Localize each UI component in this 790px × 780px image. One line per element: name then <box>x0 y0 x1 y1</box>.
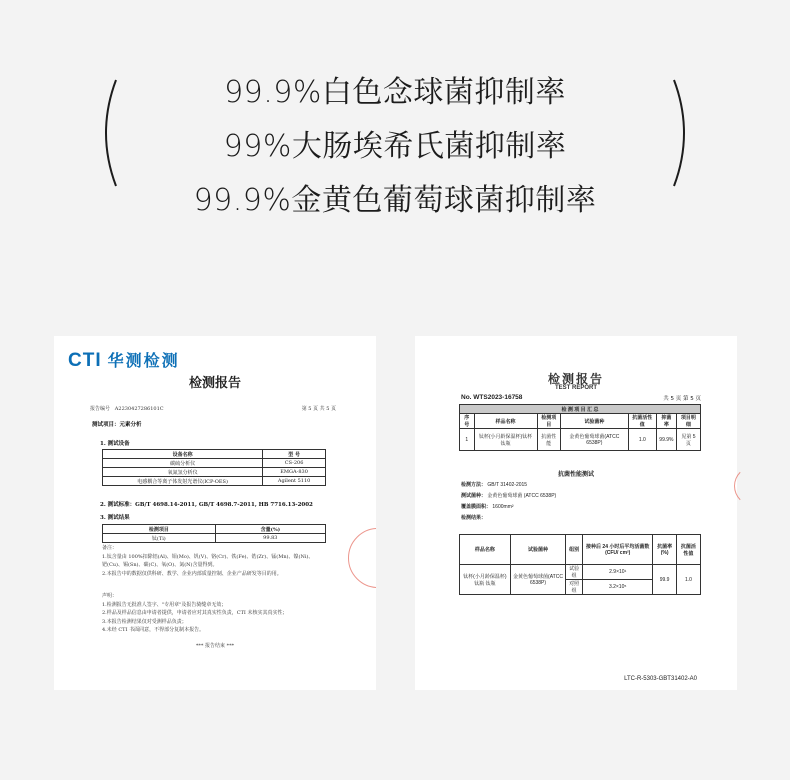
cti-logo-latin: CTI <box>68 350 102 371</box>
result-label: 检测结果： <box>461 515 487 521</box>
right-parenthesis-icon <box>668 78 696 188</box>
table-cell: 99.9% <box>656 429 676 451</box>
result-header-content: 含量(%) <box>215 525 325 534</box>
report1-title: 检测报告 <box>188 376 241 391</box>
table-cell: 99.83 <box>215 534 325 543</box>
cti-logo <box>68 348 180 372</box>
equip-header-model: 型 号 <box>263 450 326 459</box>
antibacterial-test-report <box>415 336 737 690</box>
table-cell: 3.2×10⁵ <box>583 580 653 595</box>
table-row <box>103 459 326 468</box>
table-cell: 碳硫分析仪 <box>103 459 263 468</box>
summary-header: 抑菌率 <box>656 414 676 429</box>
table-cell: 氧氮氢分析仪 <box>103 468 263 477</box>
report1-declaration <box>102 592 362 635</box>
summary-table-title: 检 测 项 目 汇 总 <box>460 405 701 414</box>
summary-header: 序号 <box>460 414 475 429</box>
table-cell: 钛杯(小月龄保温杯)钛瓶 钛瓶 <box>460 565 511 595</box>
table-cell: 1.0 <box>676 565 700 595</box>
report2-info <box>461 480 556 524</box>
table-cell: 2.9×10¹ <box>583 565 653 580</box>
report1-number: A2230427286101C <box>114 406 164 412</box>
strain-label: 测试菌种： <box>461 493 487 499</box>
method-value: GB/T 31402-2015 <box>487 482 528 488</box>
table-row <box>460 429 701 451</box>
table-cell: 金黄色葡萄球菌(ATCC 6538P) <box>561 429 629 451</box>
result-header: 组别 <box>566 535 583 565</box>
report1-test-item: 测试项目：元素分析 <box>92 422 142 428</box>
report2-section-title: 抗菌性能测试 <box>557 472 594 478</box>
table-row <box>103 468 326 477</box>
summary-table <box>459 404 701 451</box>
table-cell: 试验组 <box>566 565 583 580</box>
report2-title: 检测报告 <box>547 372 604 386</box>
table-cell: 1 <box>460 429 475 451</box>
result-header: 抗菌率(%) <box>653 535 677 565</box>
report1-number-row <box>90 405 164 412</box>
table-cell: 钛(Ti) <box>103 534 216 543</box>
table-cell: 金黄色葡萄球菌(ATCC 6538P) <box>510 565 566 595</box>
report1-notes <box>102 544 352 578</box>
summary-header: 试验菌种 <box>561 414 629 429</box>
headline-section <box>0 0 790 240</box>
report1-section-2: 2. 测试标准：GB/T 4698.14-2011, GB/T 4698.7-2011, HB 7716.13-2002 <box>100 502 313 508</box>
result-header: 样品名称 <box>460 535 511 565</box>
result-header: 试验菌种 <box>510 535 566 565</box>
report1-section-3: 3. 测试结果 <box>100 515 130 521</box>
summary-header: 项目明细 <box>676 414 700 429</box>
red-seal-stamp-icon <box>734 466 774 506</box>
note-line: 钯(Cu)、锡(Sn)、碳(C)、氧(O)、氮(N)含量得到。 <box>102 562 218 568</box>
headline-line-1: 99.9%白色念球菌抑制率 <box>224 75 566 110</box>
declaration-line: 1.检测报告无批准人签字、"专用章"及报告骑缝章无效； <box>102 601 227 608</box>
report2-number: No. WTS2023-16758 <box>461 394 523 401</box>
table-row <box>103 477 326 486</box>
table-cell: EMGA-830 <box>263 468 326 477</box>
note-line: 2.本报告中的数据仅供科研、教学、企业内部质量控制、企业产品研发等目的用。 <box>102 570 282 577</box>
report1-number-label: 报告编号 <box>90 406 111 412</box>
result-table <box>102 524 326 543</box>
summary-header: 检测项目 <box>537 414 561 429</box>
summary-header: 抗菌活性值 <box>628 414 656 429</box>
table-cell: 对照组 <box>566 580 583 595</box>
declaration-line: 3.本报告检测结果仅对受测样品负责； <box>102 618 187 625</box>
declaration-line: 2.样品及样品信息由申请者提供，申请者应对其真实性负责，CTI 未核实其真实性； <box>102 610 288 616</box>
table-cell: Agilent 5110 <box>263 477 326 486</box>
table-cell: CS-206 <box>263 459 326 468</box>
declaration-line: 4.未经 CTI 书面同意，不得部分复制本报告。 <box>102 627 205 633</box>
report1-end: *** 报告结束 *** <box>195 643 235 649</box>
table-cell: 抗菌性能 <box>537 429 561 451</box>
table-cell: 钛杯(小月龄保温杯)钛杯钛瓶 <box>474 429 537 451</box>
equipment-table <box>102 449 326 486</box>
report2-subtitle: TEST REPORT <box>554 385 597 391</box>
headline-line-3: 99.9%金黄色葡萄球菌抑制率 <box>193 183 597 218</box>
declaration-line: 声明： <box>102 593 118 599</box>
table-cell: 见第 5 页 <box>676 429 700 451</box>
area-label: 覆盖膜面积： <box>461 504 492 510</box>
method-label: 检测方法： <box>461 482 487 488</box>
cti-test-report <box>54 336 376 690</box>
result-header: 抗菌活性值 <box>676 535 700 565</box>
red-seal-stamp-icon <box>348 528 376 588</box>
headline-line-2: 99%大肠埃希氏菌抑制率 <box>223 129 567 164</box>
note-line: 1.钛含量由 100%扣除铝(Al)、钼(Mo)、钒(V)、铬(Cr)、铁(Fe)、锆(Zr)、锰(Mn)、镍(Ni)、 <box>102 553 314 560</box>
report2-code: LTC-R-5303-GBT31402-A0 <box>624 676 697 682</box>
report2-page: 共 5 页 第 5 页 <box>663 396 701 402</box>
result-header-item: 检测项目 <box>103 525 216 534</box>
report1-page: 第 5 页 共 5 页 <box>301 406 336 412</box>
table-row <box>103 534 326 543</box>
result-header: 接种后 24 小时后平均活菌数(CFU/ cm²) <box>583 535 653 565</box>
report1-section-1: 1. 测试设备 <box>100 441 130 447</box>
table-cell: 电感耦合等离子体发射光谱仪(ICP-OES) <box>103 477 263 486</box>
strain-value: 金黄色葡萄球菌 (ATCC 6538P) <box>487 493 557 499</box>
equip-header-name: 设备名称 <box>103 450 263 459</box>
area-value: 1600mm² <box>492 504 514 510</box>
table-cell: 1.0 <box>628 429 656 451</box>
note-line: 备注： <box>102 545 118 551</box>
summary-header: 样品名称 <box>474 414 537 429</box>
table-row <box>460 565 701 580</box>
antibacterial-result-table <box>459 534 701 595</box>
table-cell: 99.9 <box>653 565 677 595</box>
cti-logo-cn: 华测检测 <box>107 353 180 370</box>
